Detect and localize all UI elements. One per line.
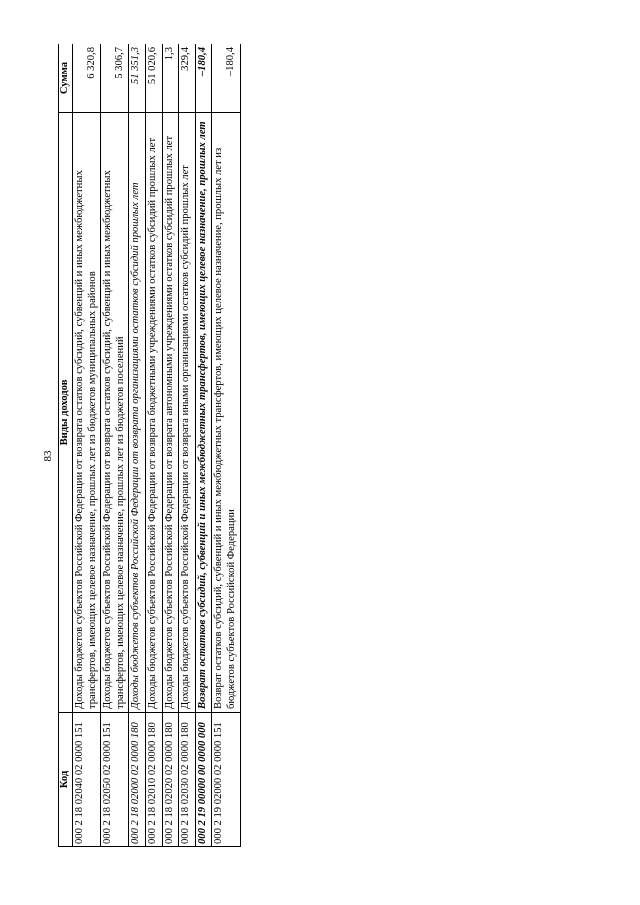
row-sum: 51 351,3 — [129, 44, 146, 113]
row-code: 000 2 18 02020 02 0000 180 — [162, 713, 179, 847]
table-row — [101, 44, 129, 847]
row-sum: –180,4 — [195, 44, 212, 113]
table-row — [212, 44, 240, 847]
row-code: 000 2 18 02050 02 0000 151 — [101, 713, 129, 847]
row-code: 000 2 18 02030 02 0000 180 — [179, 713, 196, 847]
row-description: Доходы бюджетов субъектов Российской Федерации от возврата организациями остатков субсидий прошлых лет — [129, 113, 146, 713]
table-row — [145, 44, 162, 847]
row-code: 000 2 19 00000 00 0000 000 — [195, 713, 212, 847]
table-row — [162, 44, 179, 847]
row-code: 000 2 18 02040 02 0000 151 — [73, 713, 101, 847]
table-row — [129, 44, 146, 847]
row-sum: 5 306,7 — [101, 44, 129, 113]
revenue-table — [58, 44, 241, 847]
row-sum: 1,3 — [162, 44, 179, 113]
table-header-row — [59, 44, 73, 847]
row-description: Доходы бюджетов субъектов Российской Федерации от возврата остатков субсидий, субвенций и иных межбюджетных трансфертов, имеющих целевое назначение, прошлых лет из бюджетов поселений — [101, 113, 129, 713]
table-row — [179, 44, 196, 847]
header-description: Виды доходов — [59, 113, 73, 713]
table-row — [73, 44, 101, 847]
table-row — [195, 44, 212, 847]
row-code: 000 2 18 02000 02 0000 180 — [129, 713, 146, 847]
page-number: 83 — [42, 450, 54, 462]
row-description: Возврат остатков субсидий, субвенций и иных межбюджетных трансфертов, имеющих целевое назначение, прошлых лет из бюджетов субъектов Российской Федерации — [212, 113, 240, 713]
row-description: Возврат остатков субсидий, субвенций и иных межбюджетных трансфертов, имеющих целевое назначение, прошлых лет — [195, 113, 212, 713]
row-sum: 51 020,6 — [145, 44, 162, 113]
row-sum: 6 320,8 — [73, 44, 101, 113]
rotated-table-area — [58, 44, 354, 847]
row-description: Доходы бюджетов субъектов Российской Федерации от возврата остатков субсидий, субвенций и иных межбюджетных трансфертов, имеющих целевое назначение, прошлых лет из бюджетов муниципальных районов — [73, 113, 101, 713]
row-sum: –180,4 — [212, 44, 240, 113]
header-code: Код — [59, 713, 73, 847]
row-description: Доходы бюджетов субъектов Российской Федерации от возврата иными организациями остатков субсидий прошлых лет — [179, 113, 196, 713]
row-description: Доходы бюджетов субъектов Российской Федерации от возврата автономными учреждениями остатков субсидий прошлых лет — [162, 113, 179, 713]
row-sum: 329,4 — [179, 44, 196, 113]
row-code: 000 2 18 02010 02 0000 180 — [145, 713, 162, 847]
row-code: 000 2 19 02000 02 0000 151 — [212, 713, 240, 847]
table-container — [58, 44, 354, 847]
row-description: Доходы бюджетов субъектов Российской Федерации от возврата бюджетными учреждениями остатков субсидий прошлых лет — [145, 113, 162, 713]
header-sum: Сумма — [59, 44, 73, 113]
